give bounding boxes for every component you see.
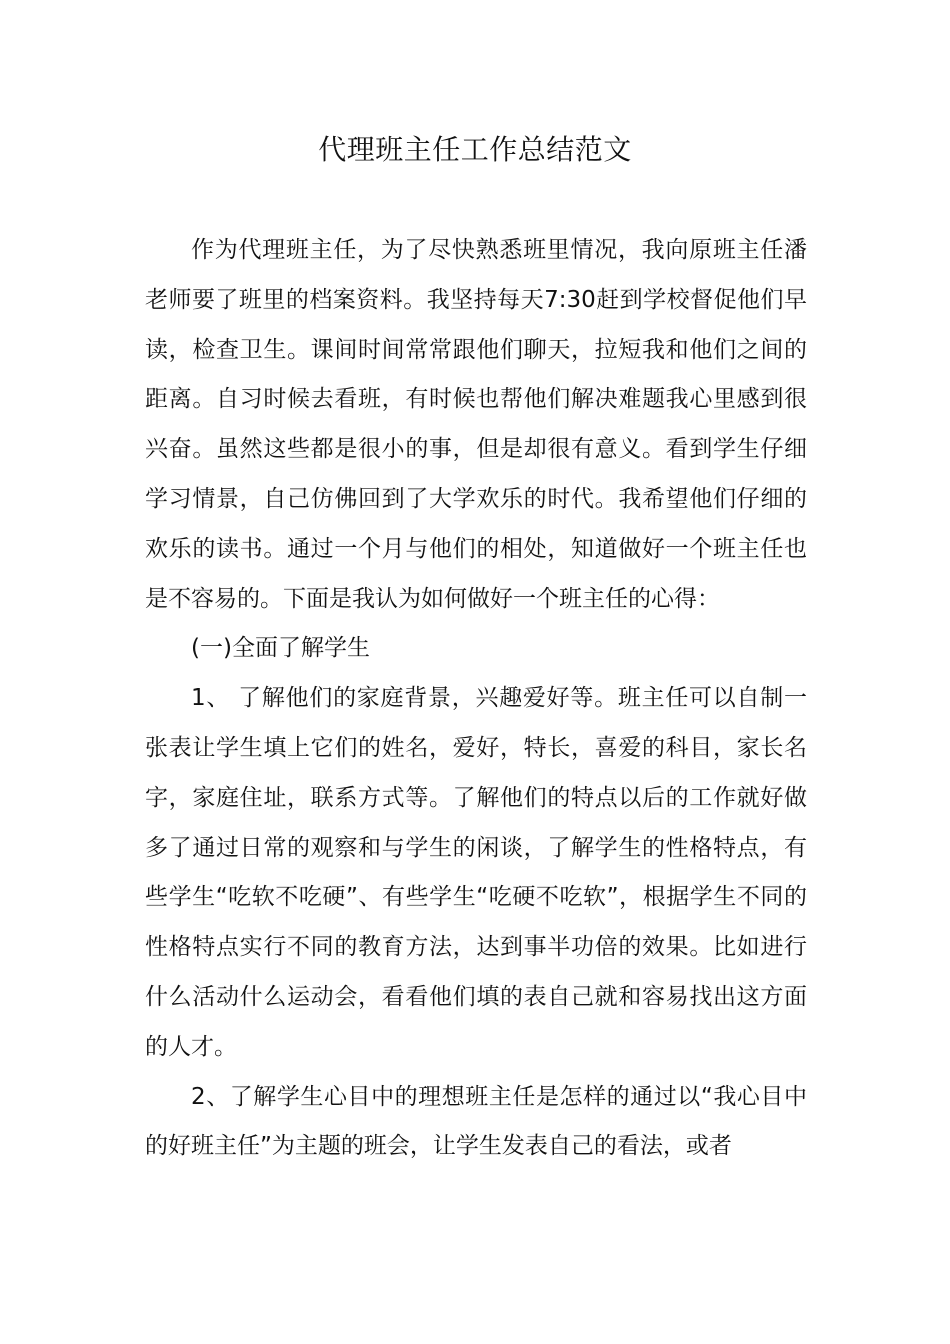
document-body — [145, 226, 807, 1172]
paragraph-item-2: 2、了解学生心目中的理想班主任是怎样的通过以“我心目中的好班主任”为主题的班会，让学生发表自己的看法，或者 — [145, 1083, 807, 1160]
paragraph-item-1: 1、 了解他们的家庭背景，兴趣爱好等。班主任可以自制一张表让学生填上它们的姓名，爱好，特长，喜爱的科目，家长名字，家庭住址，联系方式等。了解他们的特点以后的工作就好做多了通过日常的观察和与学生的闲谈，了解学生的性格特点，有些学生“吃软不吃硬”、有些学生“吃硬不吃软”，根据学生不同的性格特点实行不同的教育方法，达到事半功倍的效果。比如进行什么活动什么运动会，看看他们填的表自己就和容易找出这方面的人才。 — [145, 685, 807, 1060]
section-heading: (一)全面了解学生 — [191, 635, 370, 662]
document-title: 代理班主任工作总结范文 — [318, 133, 632, 166]
paragraph-intro: 作为代理班主任，为了尽快熟悉班里情况，我向原班主任潘老师要了班里的档案资料。我坚持每天7:30赶到学校督促他们早读，检查卫生。课间时间常常跟他们聊天，拉短我和他们之间的距离。自习时候去看班，有时候也帮他们解决难题我心里感到很兴奋。虽然这些都是很小的事，但是却很有意义。看到学生仔细学习情景，自己仿佛回到了大学欢乐的时代。我希望他们仔细的欢乐的读书。通过一个月与他们的相处，知道做好一个班主任也是不容易的。下面是我认为如何做好一个班主任的心得： — [145, 237, 807, 612]
